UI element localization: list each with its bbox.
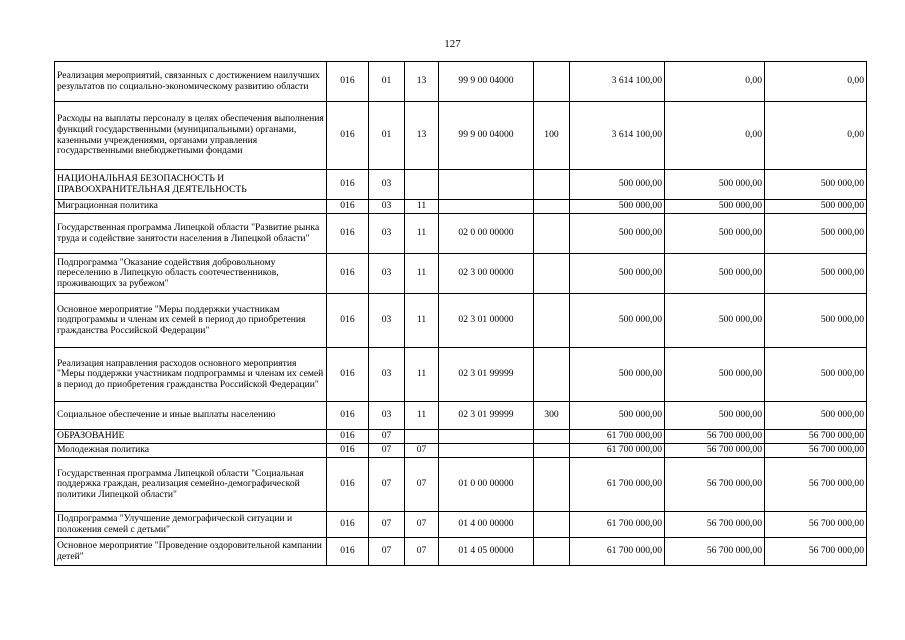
- table-row: [55, 294, 867, 348]
- table-row: [55, 200, 867, 214]
- row-subsection-code: 11: [405, 214, 439, 254]
- row-target-article: 99 9 00 04000: [439, 62, 534, 102]
- row-amount-1: 61 700 000,00: [570, 444, 665, 458]
- row-expense-type: [534, 254, 570, 294]
- row-name: Подпрограмма "Улучшение демографической ситуации и положения семей с детьми": [55, 512, 327, 538]
- row-expense-type: [534, 444, 570, 458]
- row-amount-3: 500 000,00: [765, 170, 867, 200]
- row-ministry-code: 016: [327, 512, 369, 538]
- row-amount-1: 500 000,00: [570, 294, 665, 348]
- table-row: [55, 170, 867, 200]
- row-section-code: 03: [369, 294, 405, 348]
- row-amount-2: 56 700 000,00: [665, 538, 765, 566]
- row-section-code: 03: [369, 348, 405, 402]
- row-amount-1: 500 000,00: [570, 170, 665, 200]
- row-ministry-code: 016: [327, 214, 369, 254]
- row-ministry-code: 016: [327, 430, 369, 444]
- row-subsection-code: 13: [405, 62, 439, 102]
- table-row: [55, 538, 867, 566]
- row-section-code: 07: [369, 512, 405, 538]
- budget-table: [54, 61, 867, 566]
- row-amount-2: 500 000,00: [665, 254, 765, 294]
- row-target-article: 02 0 00 00000: [439, 214, 534, 254]
- row-target-article: [439, 430, 534, 444]
- row-amount-1: 500 000,00: [570, 200, 665, 214]
- row-expense-type: [534, 512, 570, 538]
- row-subsection-code: 11: [405, 402, 439, 430]
- row-ministry-code: 016: [327, 348, 369, 402]
- row-amount-2: 0,00: [665, 62, 765, 102]
- row-target-article: 02 3 01 99999: [439, 348, 534, 402]
- row-subsection-code: 07: [405, 538, 439, 566]
- row-amount-2: 500 000,00: [665, 402, 765, 430]
- row-section-code: 01: [369, 102, 405, 170]
- page-number: 127: [444, 38, 461, 50]
- row-amount-1: 500 000,00: [570, 348, 665, 402]
- row-subsection-code: [405, 170, 439, 200]
- row-name: Подпрограмма "Оказание содействия добровольному переселению в Липецкую область соотечественников, проживающих за рубежом": [55, 254, 327, 294]
- row-amount-3: 500 000,00: [765, 254, 867, 294]
- row-target-article: 02 3 01 00000: [439, 294, 534, 348]
- row-expense-type: 100: [534, 102, 570, 170]
- row-section-code: 03: [369, 214, 405, 254]
- row-amount-3: 56 700 000,00: [765, 512, 867, 538]
- row-ministry-code: 016: [327, 444, 369, 458]
- row-target-article: 01 4 00 00000: [439, 512, 534, 538]
- row-name: Реализация направления расходов основного мероприятия "Меры поддержки участникам подпрограммы и членам их семей в период до приобретения гражданства Российской Федерации": [55, 348, 327, 402]
- row-amount-3: 56 700 000,00: [765, 458, 867, 512]
- row-expense-type: [534, 348, 570, 402]
- table-row: [55, 214, 867, 254]
- row-amount-2: 56 700 000,00: [665, 444, 765, 458]
- row-amount-3: 500 000,00: [765, 200, 867, 214]
- row-subsection-code: [405, 430, 439, 444]
- row-name: Государственная программа Липецкой области "Социальная поддержка граждан, реализация семейно-демографической политики Липецкой области": [55, 458, 327, 512]
- row-section-code: 03: [369, 200, 405, 214]
- row-subsection-code: 11: [405, 348, 439, 402]
- row-expense-type: [534, 458, 570, 512]
- row-amount-2: 56 700 000,00: [665, 458, 765, 512]
- row-amount-3: 0,00: [765, 62, 867, 102]
- row-expense-type: [534, 214, 570, 254]
- table-row: [55, 102, 867, 170]
- row-ministry-code: 016: [327, 402, 369, 430]
- row-ministry-code: 016: [327, 170, 369, 200]
- row-section-code: 03: [369, 254, 405, 294]
- row-target-article: [439, 170, 534, 200]
- row-name: Реализация мероприятий, связанных с достижением наилучших результатов по социально-экономическому развитию области: [55, 62, 327, 102]
- row-ministry-code: 016: [327, 294, 369, 348]
- row-amount-1: 500 000,00: [570, 254, 665, 294]
- row-subsection-code: 11: [405, 294, 439, 348]
- table-row: [55, 402, 867, 430]
- row-section-code: 07: [369, 444, 405, 458]
- row-target-article: 99 9 00 04000: [439, 102, 534, 170]
- row-amount-1: 500 000,00: [570, 214, 665, 254]
- row-name: Основное мероприятие "Проведение оздоровительной кампании детей": [55, 538, 327, 566]
- row-subsection-code: 11: [405, 200, 439, 214]
- row-amount-1: 61 700 000,00: [570, 512, 665, 538]
- row-expense-type: [534, 200, 570, 214]
- row-expense-type: [534, 294, 570, 348]
- row-amount-3: 500 000,00: [765, 294, 867, 348]
- row-ministry-code: 016: [327, 538, 369, 566]
- table-row: [55, 458, 867, 512]
- row-amount-3: 56 700 000,00: [765, 538, 867, 566]
- row-amount-3: 56 700 000,00: [765, 430, 867, 444]
- row-amount-2: 500 000,00: [665, 170, 765, 200]
- row-section-code: 07: [369, 430, 405, 444]
- row-target-article: 02 3 01 99999: [439, 402, 534, 430]
- row-section-code: 07: [369, 538, 405, 566]
- row-target-article: 01 4 05 00000: [439, 538, 534, 566]
- row-amount-3: 500 000,00: [765, 402, 867, 430]
- row-subsection-code: 07: [405, 512, 439, 538]
- row-ministry-code: 016: [327, 200, 369, 214]
- row-amount-1: 61 700 000,00: [570, 538, 665, 566]
- row-amount-2: 500 000,00: [665, 214, 765, 254]
- row-amount-1: 3 614 100,00: [570, 62, 665, 102]
- row-amount-3: 56 700 000,00: [765, 444, 867, 458]
- row-section-code: 07: [369, 458, 405, 512]
- row-amount-2: 500 000,00: [665, 294, 765, 348]
- row-amount-3: 500 000,00: [765, 348, 867, 402]
- row-expense-type: 300: [534, 402, 570, 430]
- row-name: Миграционная политика: [55, 200, 327, 214]
- row-section-code: 03: [369, 402, 405, 430]
- row-section-code: 01: [369, 62, 405, 102]
- row-ministry-code: 016: [327, 62, 369, 102]
- row-name: Основное мероприятие "Меры поддержки участникам подпрограммы и членам их семей в период до приобретения гражданства Российской Федерации": [55, 294, 327, 348]
- table-row: [55, 430, 867, 444]
- table-row: [55, 254, 867, 294]
- row-expense-type: [534, 430, 570, 444]
- row-amount-2: 500 000,00: [665, 348, 765, 402]
- table-row: [55, 62, 867, 102]
- row-target-article: [439, 444, 534, 458]
- row-name: Государственная программа Липецкой области "Развитие рынка труда и содействие занятости населения в Липецкой области": [55, 214, 327, 254]
- table-row: [55, 444, 867, 458]
- row-ministry-code: 016: [327, 458, 369, 512]
- table-row: [55, 348, 867, 402]
- row-expense-type: [534, 538, 570, 566]
- row-expense-type: [534, 170, 570, 200]
- row-amount-1: 61 700 000,00: [570, 430, 665, 444]
- row-amount-2: 56 700 000,00: [665, 512, 765, 538]
- row-subsection-code: 07: [405, 458, 439, 512]
- row-name: НАЦИОНАЛЬНАЯ БЕЗОПАСНОСТЬ И ПРАВООХРАНИТЕЛЬНАЯ ДЕЯТЕЛЬНОСТЬ: [55, 170, 327, 200]
- row-amount-2: 500 000,00: [665, 200, 765, 214]
- row-expense-type: [534, 62, 570, 102]
- row-subsection-code: 11: [405, 254, 439, 294]
- row-ministry-code: 016: [327, 254, 369, 294]
- row-section-code: 03: [369, 170, 405, 200]
- row-target-article: [439, 200, 534, 214]
- row-amount-2: 0,00: [665, 102, 765, 170]
- row-amount-3: 0,00: [765, 102, 867, 170]
- table-row: [55, 512, 867, 538]
- row-name: Расходы на выплаты персоналу в целях обеспечения выполнения функций государственными (муниципальными) органами, казенными учреждениями, органами управления государственными внебюджетными фондами: [55, 102, 327, 170]
- row-name: ОБРАЗОВАНИЕ: [55, 430, 327, 444]
- table-body: [55, 62, 867, 566]
- row-amount-1: 61 700 000,00: [570, 458, 665, 512]
- row-amount-1: 3 614 100,00: [570, 102, 665, 170]
- row-ministry-code: 016: [327, 102, 369, 170]
- row-subsection-code: 13: [405, 102, 439, 170]
- row-target-article: 01 0 00 00000: [439, 458, 534, 512]
- row-subsection-code: 07: [405, 444, 439, 458]
- row-target-article: 02 3 00 00000: [439, 254, 534, 294]
- row-amount-2: 56 700 000,00: [665, 430, 765, 444]
- row-name: Социальное обеспечение и иные выплаты населению: [55, 402, 327, 430]
- row-amount-3: 500 000,00: [765, 214, 867, 254]
- row-amount-1: 500 000,00: [570, 402, 665, 430]
- row-name: Молодежная политика: [55, 444, 327, 458]
